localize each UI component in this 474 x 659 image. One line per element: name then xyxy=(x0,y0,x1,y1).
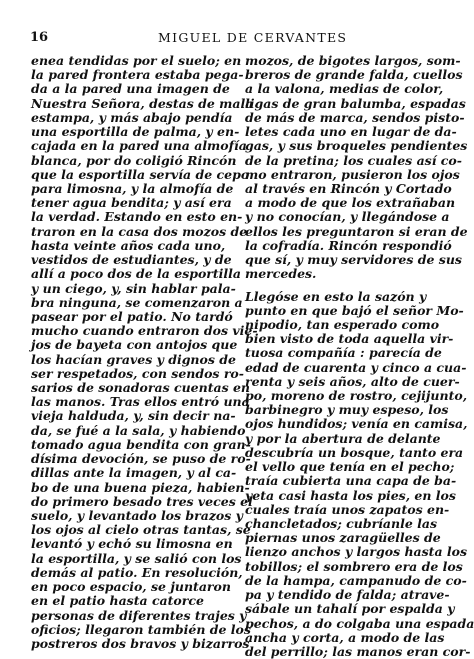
text-line: dillas ante la imagen, y al ca- xyxy=(31,465,237,481)
text-line: yeta casi hasta los pies, en los xyxy=(245,487,456,503)
text-line: Llegóse en esto la sazón y xyxy=(245,288,427,304)
text-line: tuosa compañía : parecía de xyxy=(245,345,442,361)
text-line: do primero besado tres veces el xyxy=(31,493,253,509)
text-line: barbinegro y muy espeso, los xyxy=(245,402,449,418)
text-line: una esportilla de palma, y en- xyxy=(31,124,240,140)
text-line: dísima devoción, se puso de ro- xyxy=(31,451,251,467)
text-line: mo entraron, pusieron los ojos xyxy=(245,166,460,182)
text-line: pechos, a do colgaba una espada xyxy=(245,615,474,631)
text-line: las manos. Tras ellos entró una xyxy=(31,394,250,410)
text-line: tomado agua bendita con gran- xyxy=(31,436,251,452)
text-line: mozos, de bigotes largos, som- xyxy=(245,53,461,68)
text-line: letes cada uno en lugar de da- xyxy=(245,124,457,140)
text-line: piernas unos zaragüelles de xyxy=(245,530,441,546)
text-line: levantó y echó su limosna en xyxy=(31,536,233,552)
text-line: la cofradía. Rincón respondió xyxy=(245,237,452,253)
running-head: MIGUEL DE CERVANTES xyxy=(158,30,348,45)
text-line: de la pretina; los cuales así co- xyxy=(245,152,462,168)
text-line: tobillos; el sombrero era de los xyxy=(245,558,463,574)
text-line: gas, y sus broqueles pendientes xyxy=(245,138,468,154)
text-line: en poco espacio, se juntaron xyxy=(31,579,231,595)
text-line: traía cubierta una capa de ba- xyxy=(245,473,457,489)
text-line: a modo de que los extrañaban xyxy=(245,195,456,211)
text-line: a la valona, medias de color, xyxy=(245,81,444,97)
text-line: Nuestra Señora, destas de mala xyxy=(31,95,254,111)
text-line: ser respetados, con sendos ro- xyxy=(31,365,244,381)
text-line: sarios de sonadoras cuentas en xyxy=(31,380,251,396)
text-line: y no conocían, y llegándose a xyxy=(245,209,450,225)
page-header xyxy=(30,30,450,46)
text-line: en el patio hasta catorce xyxy=(31,593,204,609)
text-line: chancletados; cubríanle las xyxy=(245,516,438,531)
text-line: cuales traía unos zapatos en- xyxy=(245,501,450,517)
text-line: traron en la casa dos mozos de xyxy=(31,223,248,239)
text-line: ojos hundidos; venía en camisa, xyxy=(245,416,468,432)
text-line: que la esportilla servía de cepo xyxy=(31,166,250,182)
text-line: el vello que tenía en el pecho; xyxy=(245,459,455,475)
text-line: edad de cuarenta y cinco a cua- xyxy=(245,359,467,375)
text-line: personas de diferentes trajes y xyxy=(31,607,247,623)
text-line: vestidos de estudiantes, y de xyxy=(31,252,232,268)
text-line: jos de bayeta con antojos que xyxy=(31,337,238,353)
text-line: tener agua bendita; y así era xyxy=(31,195,232,211)
text-line: la pared frontera estaba pega- xyxy=(31,67,244,83)
text-line: demás al patio. En resolución, xyxy=(31,564,243,580)
text-line: da, se fué a la sala, y habiendo xyxy=(31,422,246,438)
text-line: suelo, y levantado los brazos y xyxy=(31,508,243,523)
text-line: bien visto de toda aquella vir- xyxy=(245,331,454,347)
text-line: estampa, y más abajo pendía xyxy=(31,109,233,125)
text-line: postreros dos bravos y bizarros xyxy=(31,635,250,651)
text-line: la verdad. Estando en esto en- xyxy=(31,209,243,225)
text-line: sábale un tahalí por espalda y xyxy=(245,601,455,617)
text-line: descubría un bosque, tanto era xyxy=(245,444,464,460)
text-line: de la hampa, campanudo de co- xyxy=(245,572,467,588)
text-line: blanca, por do coligió Rincón xyxy=(31,152,237,168)
page-number: 16 xyxy=(30,30,49,45)
text-line: renta y seis años, alto de cuer- xyxy=(245,373,460,389)
text-line: cajada en la pared una almofía xyxy=(31,138,247,154)
text-line: los ojos al cielo otras tantas, se xyxy=(31,522,251,538)
text-line: oficios; llegaron también de los xyxy=(31,621,251,637)
text-line: del perrillo; las manos eran cor- xyxy=(245,643,471,659)
left-column xyxy=(31,53,258,651)
text-line: al través en Rincón y Cortado xyxy=(245,180,452,196)
text-line: mucho cuando entraron dos vie- xyxy=(31,323,258,339)
text-line: bra ninguna, se comenzaron a xyxy=(31,294,243,310)
text-line: po, moreno de rostro, cejijunto, xyxy=(245,388,468,404)
right-column xyxy=(245,53,474,659)
text-line: los hacían graves y dignos de xyxy=(31,351,236,367)
text-line: hasta veinte años cada uno, xyxy=(31,237,226,253)
text-line: enea tendidas por el suelo; en xyxy=(31,53,242,68)
text-line: bo de una buena pieza, habien- xyxy=(31,479,250,495)
text-line: ellos les preguntaron si eran de xyxy=(245,223,468,239)
text-line: y un ciego, y, sin hablar pala- xyxy=(31,280,236,296)
text-line: ancha y corta, a modo de las xyxy=(245,629,445,645)
text-line: la esportilla, y se salió con los xyxy=(31,550,242,566)
text-line: mercedes. xyxy=(245,266,317,282)
text-line: allí a poco dos de la esportilla xyxy=(31,266,242,282)
text-line: pasear por el patio. No tardó xyxy=(31,308,233,324)
text-line: breros de grande falda, cuellos xyxy=(245,67,463,83)
text-line: nipodio, tan esperado como xyxy=(245,316,440,332)
text-line: lienzo anchos y largos hasta los xyxy=(245,544,468,560)
text-line: y por la abertura de delante xyxy=(245,430,441,446)
text-line: ligas de gran balumba, espadas xyxy=(245,95,466,111)
text-line: pa y tendido de falda; atrave- xyxy=(245,587,450,603)
text-line: da a la pared una imagen de xyxy=(31,81,230,97)
text-line: vieja halduda, y, sin decir na- xyxy=(31,408,236,424)
text-line: que sí, y muy servidores de sus xyxy=(245,252,462,268)
text-line: para limosna, y la almofía de xyxy=(31,180,234,196)
text-line: de más de marca, sendos pisto- xyxy=(245,109,465,125)
text-line: punto en que bajó el señor Mo- xyxy=(245,302,464,318)
